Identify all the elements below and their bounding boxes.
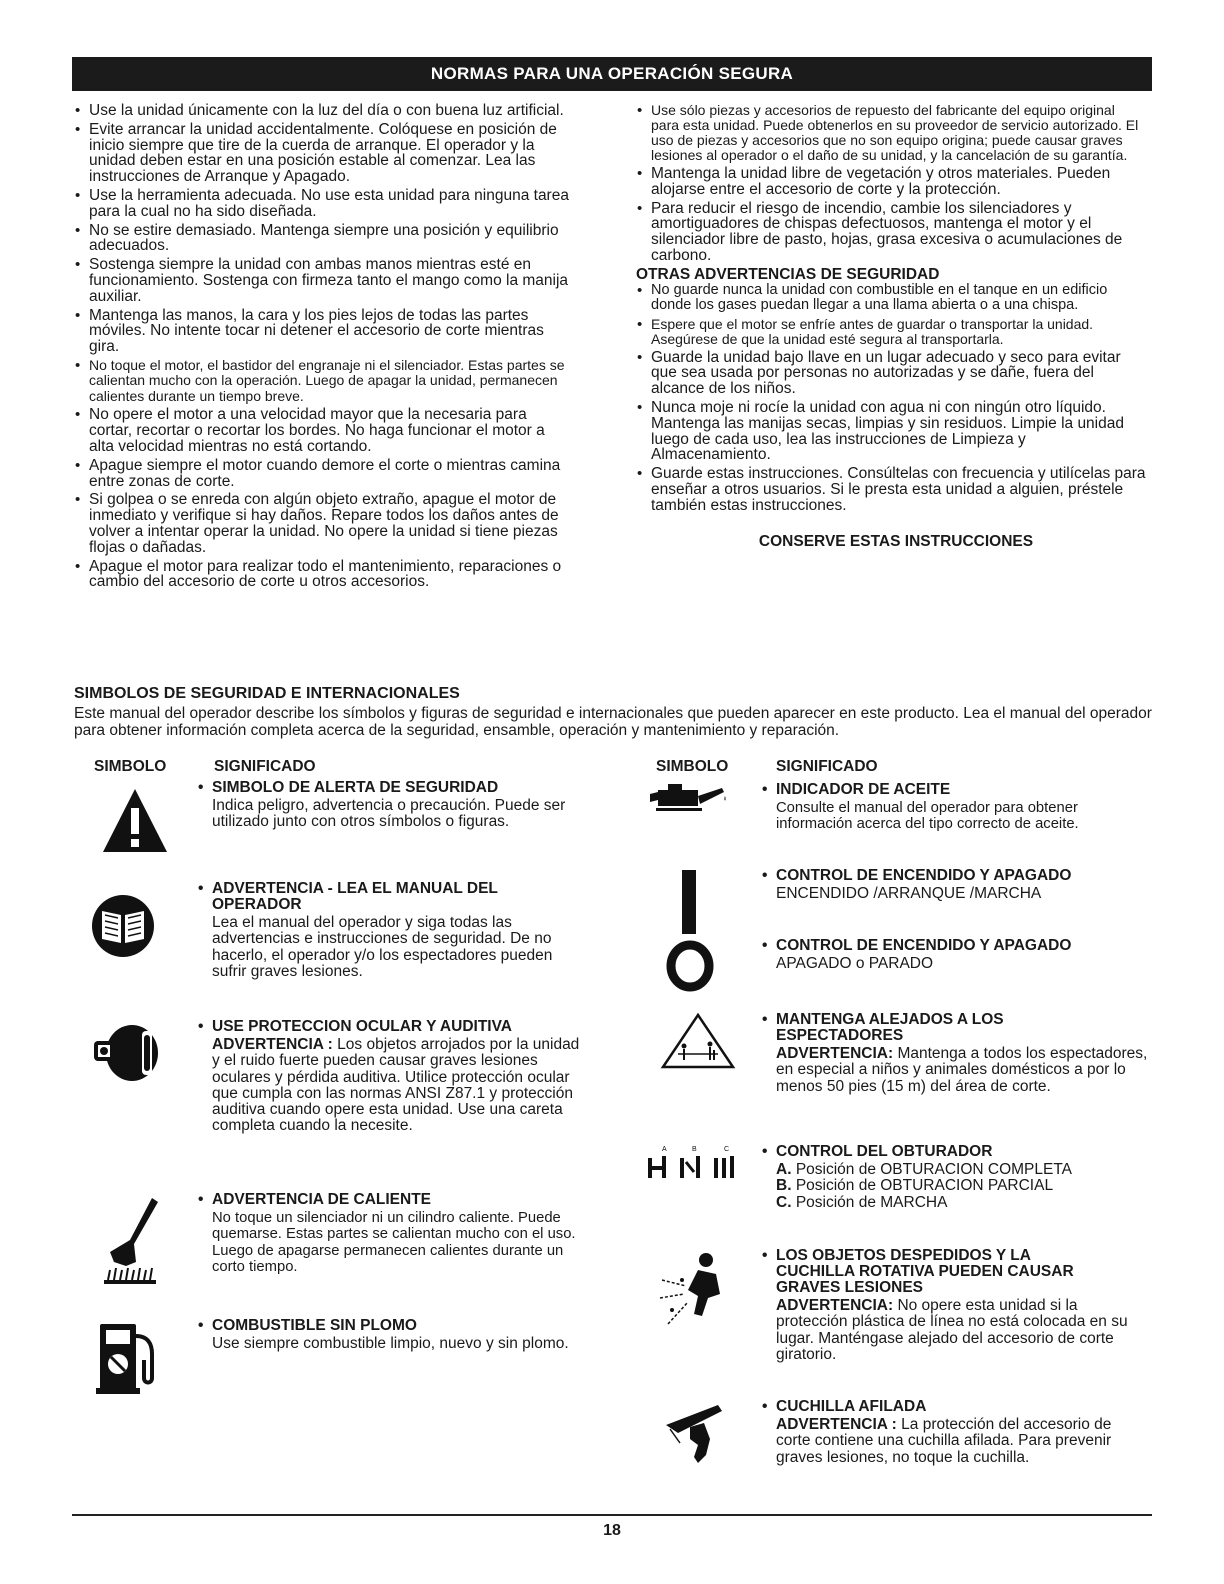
- off-switch-icon: [666, 940, 714, 997]
- page-number: 18: [603, 1522, 621, 1539]
- fuel-pump-icon: [96, 1320, 160, 1399]
- symbol-title: • MANTENGA ALEJADOS A LOS ESPECTADORES: [760, 1012, 1050, 1044]
- left-bullet-list: [74, 103, 574, 590]
- symbol-on-control: [648, 868, 1148, 928]
- symbol-body: No toque un silenciador ni un cilindro caliente. Puede quemarse. Estas partes se calientan mucho con el uso. Luego de apagarse permanecen calientes durante un corto tiempo.: [212, 1210, 576, 1275]
- symbol-oil-indicator: [648, 782, 1148, 852]
- list-item: • Use la herramienta adecuada. No use esta unidad para ninguna tarea para la cual no ha sido diseñada.: [74, 188, 574, 220]
- list-item: • No guarde nunca la unidad con combustible en el tanque en un edificio donde los gases puedan llegar a una llama abierta o a una chispa.: [636, 283, 1146, 314]
- symbol-title: • CONTROL DE ENCENDIDO Y APAGADO: [760, 868, 1150, 884]
- choke-text-c: Posición de MARCHA: [795, 1193, 948, 1211]
- symbol-sharp-blade: [648, 1399, 1148, 1499]
- warning-label: ADVERTENCIA:: [776, 1297, 894, 1314]
- left-column: [74, 103, 574, 593]
- book-manual-icon: [90, 893, 156, 964]
- warning-text: La protección del accesorio de corte contiene una cuchilla afilada. Para prevenir graves lesiones, no toque la cuchilla.: [776, 1416, 1112, 1466]
- list-item: • Espere que el motor se enfríe antes de guardar o transportar la unidad. Asegúrese de que la unidad esté segura al transportarla.: [636, 317, 1146, 347]
- col-header-symbol-right: SIMBOLO: [656, 758, 729, 775]
- sharp-blade-icon: [660, 1399, 730, 1470]
- symbol-title: • CUCHILLA AFILADA: [760, 1399, 1150, 1415]
- choke-positions-icon: [648, 1144, 748, 1189]
- symbol-body: [760, 1298, 1150, 1363]
- col-header-meaning-right: SIGNIFICADO: [776, 758, 878, 775]
- symbol-title: • INDICADOR DE ACEITE: [760, 782, 1150, 798]
- symbol-title: • SIMBOLO DE ALERTA DE SEGURIDAD: [196, 780, 586, 796]
- list-item: • Sostenga siempre la unidad con ambas manos mientras esté en funcionamiento. Sostenga con firmeza tanto el mango como la manija auxiliar.: [74, 257, 574, 304]
- symbol-title: • ADVERTENCIA DE CALIENTE: [196, 1192, 586, 1208]
- symbol-read-manual: [88, 881, 588, 1001]
- symbol-off-control: [648, 938, 1148, 998]
- symbol-hot-surface: [88, 1192, 588, 1302]
- choke-glyph-label-a: A: [662, 1146, 667, 1153]
- list-item: • No toque el motor, el bastidor del engranaje ni el silenciador. Estas partes se calientan mucho con la operación. Luego de apagar la unidad, permanecen calientes durante un tiempo breve.: [74, 358, 574, 405]
- bystanders-warning-icon: [660, 1012, 736, 1075]
- list-item: • Para reducir el riesgo de incendio, cambie los silenciadores y amortiguadores de chispas defectuosos, mantenga el motor y el silenciador libre de pasto, hojas, grasa excesiva o acumulaciones de carbono.: [636, 201, 1146, 264]
- symbols-heading: SIMBOLOS DE SEGURIDAD E INTERNACIONALES: [74, 685, 460, 702]
- symbol-title: • LOS OBJETOS DESPEDIDOS Y LA CUCHILLA ROTATIVA PUEDEN CAUSAR GRAVES LESIONES: [760, 1248, 1110, 1296]
- symbol-keep-bystanders-away: [648, 1012, 1148, 1132]
- list-item: • Guarde la unidad bajo llave en un lugar adecuado y seco para evitar que sea usada por personas no autorizadas y se dañe, fuera del alcance de los niños.: [636, 350, 1146, 397]
- symbol-body: [760, 1046, 1150, 1095]
- symbol-body: Lea el manual del operador y siga todas las advertencias e instrucciones de seguridad. De no hacerlo, el operador y/o los espectadores pueden sufrir graves lesiones.: [212, 914, 553, 980]
- otras-heading: OTRAS ADVERTENCIAS DE SEGURIDAD: [636, 265, 940, 283]
- symbol-unleaded-fuel: [88, 1318, 588, 1398]
- choke-glyph-label-b: B: [692, 1146, 697, 1153]
- list-item: • No opere el motor a una velocidad mayor que la necesaria para cortar, recortar o recortar los bordes. No haga funcionar el motor a alta velocidad mientras no está cortando.: [74, 407, 574, 454]
- symbol-title: • USE PROTECCION OCULAR Y AUDITIVA: [196, 1019, 586, 1035]
- warning-text: Los objetos arrojados por la unidad y el ruido fuerte pueden causar graves lesiones oculares y pérdida auditiva. Utilice protección ocular que cumpla con las normas ANSI Z87.1 y protección auditiva cuando opere esta unidad. Use una careta completa cuando la necesite.: [212, 1036, 580, 1135]
- symbols-intro: Este manual del operador describe los símbolos y figuras de seguridad e internacionales que pueden aparecer en este producto. Lea el manual del operador para obtener información completa acerca de la seguridad, ensamble, operación y mantenimiento y reparación.: [74, 705, 1152, 739]
- list-item: • Guarde estas instrucciones. Consúltelas con frecuencia y utilícelas para enseñar a otros usuarios. Si le presta esta unidad a alguien, préstele también estas instrucciones.: [636, 466, 1146, 513]
- symbol-body: Indica peligro, advertencia o precaución. Puede ser utilizado junto con otros símbolos o figuras.: [212, 797, 566, 831]
- conserve-instructions: CONSERVE ESTAS INSTRUCCIONES: [758, 532, 1034, 550]
- choke-label-c: C.: [776, 1193, 792, 1211]
- list-item: • Use la unidad únicamente con la luz del día o con buena luz artificial.: [74, 103, 574, 119]
- list-item: • Si golpea o se enreda con algún objeto extraño, apague el motor de inmediato y verifique si hay daños. Repare todos los daños antes de volver a intentar operar la unidad. No opere la unidad si tiene piezas flojas o dañadas.: [74, 492, 574, 555]
- symbol-body: Use siempre combustible limpio, nuevo y sin plomo.: [212, 1335, 569, 1352]
- choke-text-a: Posición de OBTURACION COMPLETA: [795, 1161, 1073, 1178]
- warning-label: ADVERTENCIA:: [776, 1045, 894, 1062]
- symbol-body: [196, 1037, 586, 1135]
- list-item: • Apague el motor para realizar todo el mantenimiento, reparaciones o cambio del accesorio de corte u otros accesorios.: [74, 559, 574, 591]
- right-column: [636, 103, 1146, 549]
- symbol-body: [760, 1162, 1150, 1211]
- hot-surface-icon: [100, 1196, 160, 1293]
- list-item: • No se estire demasiado. Mantenga siempre una posición y equilibrio adecuados.: [74, 223, 574, 255]
- symbol-title: • COMBUSTIBLE SIN PLOMO: [196, 1318, 586, 1334]
- symbol-body: Consulte el manual del operador para obtener información acerca del tipo correcto de aceite.: [776, 800, 1079, 833]
- section-header: NORMAS PARA UNA OPERACIÓN SEGURA: [72, 57, 1152, 91]
- symbol-eye-ear-protection: [88, 1019, 588, 1169]
- list-item: • Nunca moje ni rocíe la unidad con agua ni con ningún otro líquido. Mantenga las manijas secas, limpias y sin residuos. Limpie la unidad luego de cada uso, lea las instrucciones de Limpieza y Almacenamiento.: [636, 400, 1146, 463]
- list-item: • Evite arrancar la unidad accidentalmente. Colóquese en posición de inicio siempre que tire de la cuerda de arranque. El operador y la unidad deben estar en una posición estable al comenzar. Lea las instrucciones de Arranque y Apagado.: [74, 122, 574, 185]
- symbol-title: • CONTROL DE ENCENDIDO Y APAGADO: [760, 938, 1150, 954]
- list-item: • Mantenga las manos, la cara y los pies lejos de todas las partes móviles. No intente tocar ni detener el accesorio de corte mientras gira.: [74, 308, 574, 355]
- right-bullet-list: [636, 103, 1146, 264]
- symbol-body: [760, 1417, 1150, 1466]
- col-header-symbol-left: SIMBOLO: [94, 758, 167, 775]
- symbol-body: APAGADO o PARADO: [776, 955, 934, 972]
- warning-label: ADVERTENCIA :: [212, 1036, 333, 1053]
- symbol-title: • ADVERTENCIA - LEA EL MANUAL DEL OPERADOR: [196, 881, 536, 913]
- list-item: • Mantenga la unidad libre de vegetación y otros materiales. Pueden alojarse entre el accesorio de corte y la protección.: [636, 166, 1146, 198]
- footer-divider: [72, 1514, 1152, 1516]
- col-header-meaning-left: SIGNIFICADO: [214, 758, 316, 775]
- list-item: • Use sólo piezas y accesorios de repuesto del fabricante del equipo original para esta unidad. Puede obtenerlos en su proveedor de servicio autorizado. El uso de piezas y accesorios que no son equipo origina; puede causar graves lesiones al operador o el daño de su unidad, y la cancelación de su garantía.: [636, 103, 1146, 163]
- choke-glyph-label-c: C: [724, 1146, 730, 1153]
- oil-can-icon: [648, 782, 732, 821]
- symbol-thrown-objects: [648, 1248, 1148, 1378]
- symbol-body: ENCENDIDO /ARRANQUE /MARCHA: [776, 885, 1042, 902]
- symbol-safety-alert: [88, 780, 588, 870]
- choke-text-b: Posición de OBTURACION PARCIAL: [795, 1177, 1054, 1195]
- thrown-objects-icon: [658, 1250, 734, 1339]
- choke-label-a: A.: [776, 1161, 792, 1178]
- warning-text: No opere esta unidad si la protección plástica de línea no está colocada en su lugar. Manténgase alejado del accesorio de corte giratorio.: [776, 1297, 1128, 1363]
- choke-label-b: B.: [776, 1177, 792, 1195]
- warning-text: Mantenga a todos los espectadores, en especial a niños y animales domésticos a por lo menos 50 pies (15 m) del área de corte.: [776, 1045, 1148, 1095]
- warning-label: ADVERTENCIA :: [776, 1416, 897, 1433]
- symbol-title: • CONTROL DEL OBTURADOR: [760, 1144, 1150, 1160]
- on-switch-icon: [682, 870, 696, 939]
- symbol-choke-control: [648, 1144, 1148, 1234]
- otras-bullet-list: [636, 283, 1146, 514]
- eye-ear-protection-icon: [92, 1023, 160, 1088]
- list-item: • Apague siempre el motor cuando demore el corte o mientras camina entre zonas de corte.: [74, 458, 574, 490]
- warning-triangle-icon: [100, 786, 170, 861]
